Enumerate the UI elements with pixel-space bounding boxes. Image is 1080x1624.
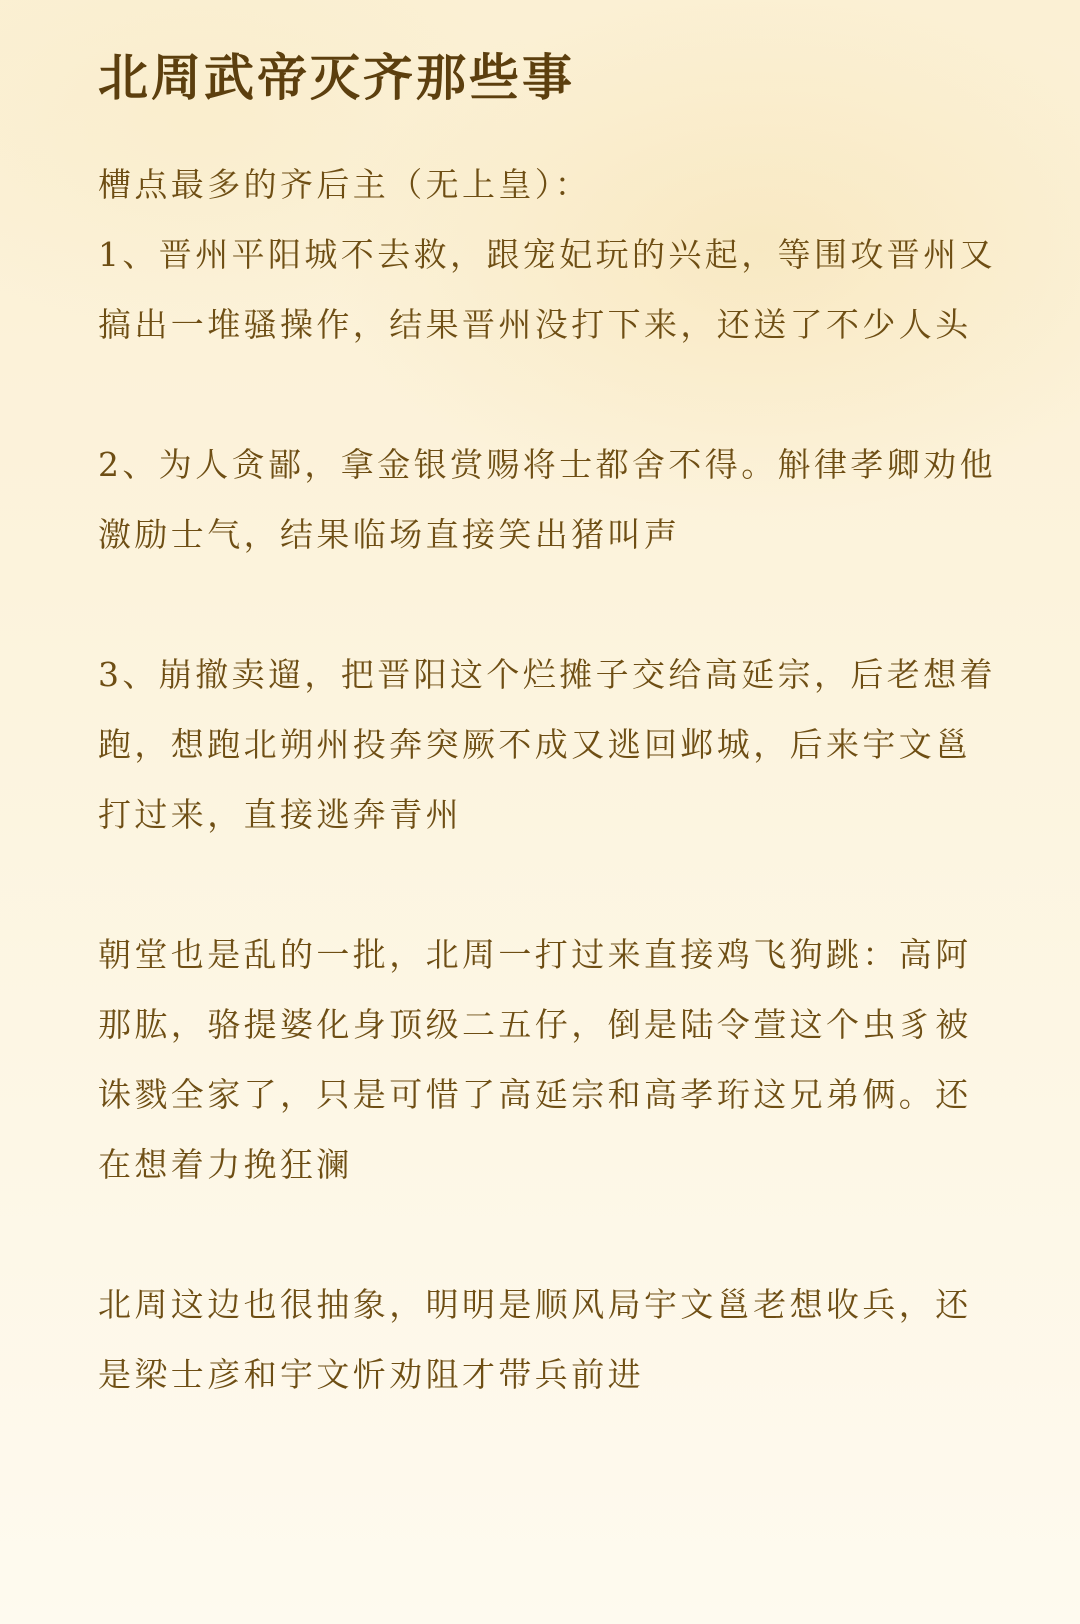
point-2: 2、为人贪鄙，拿金银赏赐将士都舍不得。斛律孝卿劝他激励士气，结果临场直接笑出猪叫声 (98, 445, 996, 554)
article (98, 46, 998, 1410)
intro-line: 槽点最多的齐后主（无上皇）： (98, 165, 592, 204)
point-1: 1、晋州平阳城不去救，跟宠妃玩的兴起，等围攻晋州又搞出一堆骚操作，结果晋州没打下来，还送了不少人头 (98, 235, 996, 344)
paragraph-gap (98, 1200, 998, 1270)
paragraph-gap (98, 570, 998, 640)
court-paragraph: 朝堂也是乱的一批，北周一打过来直接鸡飞狗跳：高阿那肱，骆提婆化身顶级二五仔，倒是陆令萱这个虫豸被诛戮全家了，只是可惜了高延宗和高孝珩这兄弟俩。还在想着力挽狂澜 (98, 935, 972, 1184)
paragraph-gap (98, 850, 998, 920)
point-3: 3、崩撤卖遛，把晋阳这个烂摊子交给高延宗，后老想着跑，想跑北朔州投奔突厥不成又逃回邺城，后来宇文邕打过来，直接逃奔青州 (98, 655, 996, 834)
zhou-paragraph: 北周这边也很抽象，明明是顺风局宇文邕老想收兵，还是梁士彦和宇文忻劝阻才带兵前进 (98, 1285, 972, 1394)
article-title: 北周武帝灭齐那些事 (98, 48, 575, 107)
paragraph-gap (98, 360, 998, 430)
